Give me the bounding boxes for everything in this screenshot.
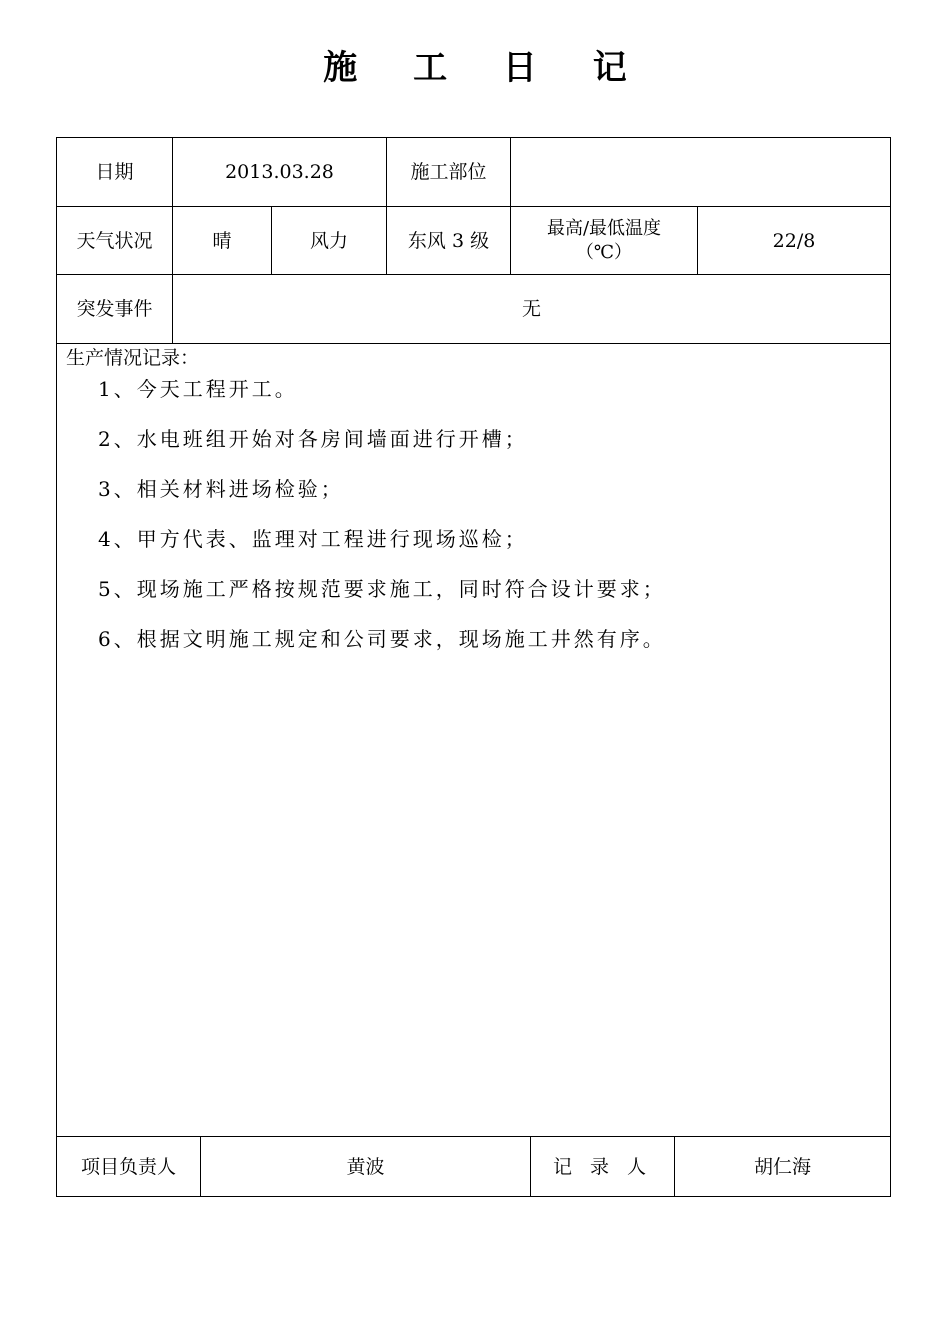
weather-label: 天气状况 [76,229,153,252]
date-value: 2013.03.28 [225,161,334,183]
list-item: 3、相关材料进场检验； [98,477,344,501]
recorder-label: 记 录 人 [552,1155,653,1178]
date-label: 日期 [95,161,134,183]
list-item: 1、今天工程开工。 [98,377,298,401]
list-item: 2、水电班组开始对各房间墙面进行开槽； [98,427,528,451]
production-record-list [98,377,666,677]
manager-label: 项目负责人 [80,1155,176,1178]
location-label: 施工部位 [410,161,487,183]
location-value [511,138,890,206]
list-item: 4、甲方代表、监理对工程进行现场巡检； [98,527,528,551]
table-border-bottom [56,1196,891,1197]
temperature-value: 22/8 [772,229,816,252]
temperature-label-line1: 最高/最低温度 [546,217,662,239]
weather-value: 晴 [212,229,232,252]
incident-label: 突发事件 [76,298,153,320]
wind-value: 东风 3 级 [407,229,490,252]
wind-label: 风力 [309,229,348,252]
recorder-value: 胡仁海 [753,1155,811,1178]
page-title: 施 工 日 记 [323,48,649,88]
temperature-label-line2: （℃） [575,241,633,263]
incident-value: 无 [521,298,541,320]
manager-value: 黄波 [346,1155,385,1178]
temperature-label [511,207,697,274]
production-record-label: 生产情况记录： [66,347,200,369]
diary-table [56,137,891,1197]
list-item: 5、现场施工严格按规范要求施工，同时符合设计要求； [98,577,666,601]
list-item: 6、根据文明施工规定和公司要求，现场施工井然有序。 [98,627,666,651]
table-border-right [890,137,891,1197]
